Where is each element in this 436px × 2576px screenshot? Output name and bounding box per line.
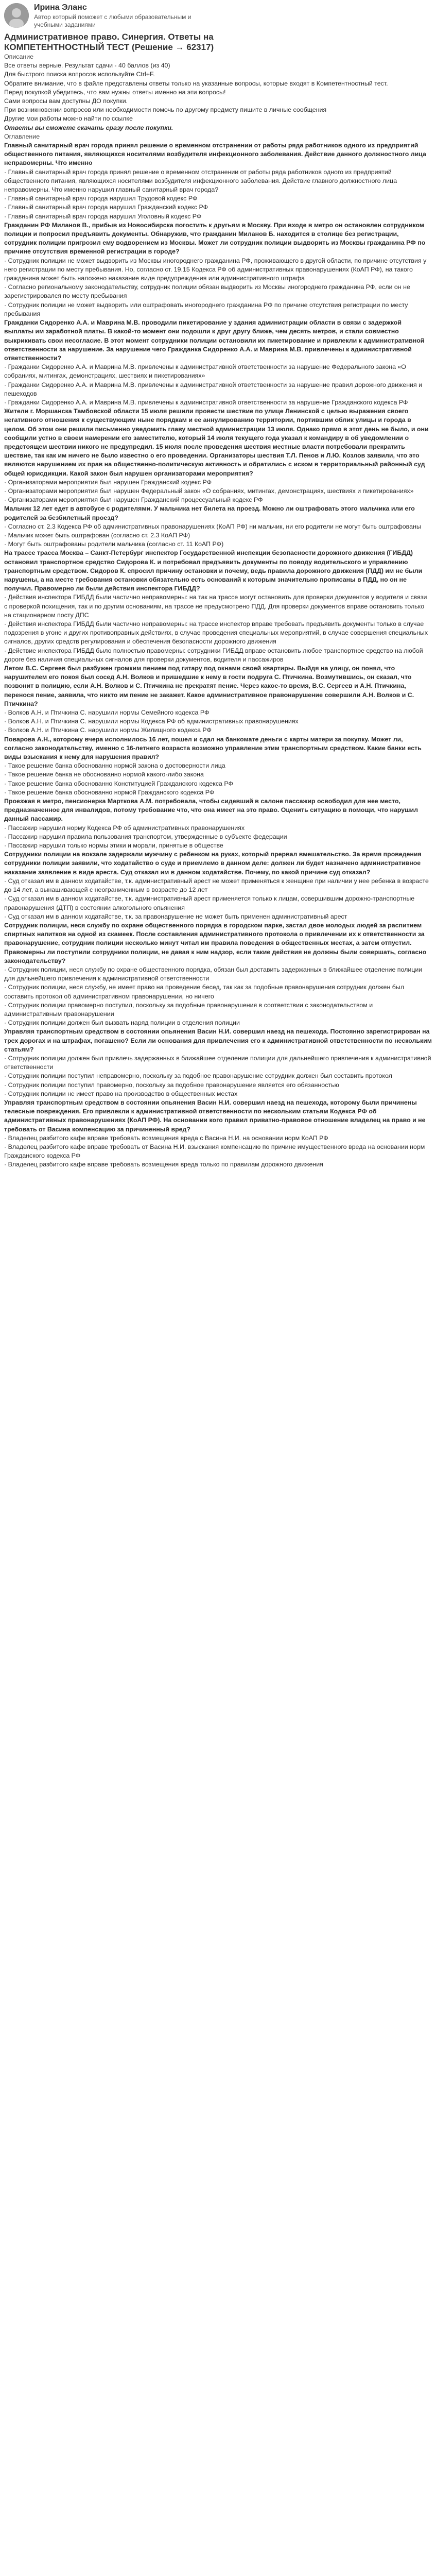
answer-option: · Такое решение банка обоснованно нормой закона о достоверности лица [4,762,225,770]
question-block [4,504,432,549]
page [0,0,436,1175]
answer-option: · Гражданки Сидоренко А.А. и Маврина М.В. привлечены к административной ответственности за нарушение Гражданского кодекса РФ [4,398,408,406]
answer-option: · Сотрудник полиции поступил неправомерно, поскольку за подобное правонарушение сотрудник должен был составить протокол [4,1072,392,1080]
answer-option: · Главный санитарный врач города нарушил Трудовой кодекс РФ [4,195,198,202]
question-text: Мальчик 12 лет едет в автобусе с родителями. У мальчика нет билета на проезд. Можно ли оштрафовать этого мальчика или его родителей за безбилетный проезд? [4,505,415,521]
answer-option: · Действие инспектора ГИБДД было полностью правомерны: сотрудники ГИБДД вправе остановить любое транспортное средство на любой дороге без наличия специальных сигналов для проверки документов, водителя и пассажиров [4,647,423,663]
answer-option: · Волков А.Н. и Птичкина С. нарушили нормы Жилищного кодекса РФ [4,726,212,734]
question-text: Летом В.С. Сергеев был разбужен громким пением под гитару под окнами своей квартиры. Выйдя на улицу, он понял, что нарушителем его покоя был сосед А.Н. Волков и пришедшие к нему в гости подруга С. Птичкина. Возмутившись, он сказал, что позвонит в полицию, если А.Н. Волков и С. Птичкина не прекратят пение. Через какое-то время, В.С. Сергеев и А.Н. Птичкина, перенося пение, заявила, что никто им пение не закажет. Какое административное правонарушение совершили А.Н. Волков и С. Птичкина? [4,665,414,707]
question-text: На трассе трасса Москва – Санкт-Петербург инспектор Государственной инспекции безопасности дорожного движения (ГИБДД) остановил транспортное средство Сидорова К. и потребовал предъявить документы по поводу водительского и управлению транспортным средством. Сидоров К. спросил причину остановки и почему, ведь правила дорожного движения (ПДД) им не были нарушены, а на месте требования остановки обязательно есть оснований к которым значительно прописаны в ПДД, но он не получил. Правомерно ли были действия инспектора ГИБДД? [4,549,423,592]
author-header [4,2,432,32]
answer-option: · Пассажир нарушил норму Кодекса РФ об административных правонарушениях [4,824,245,832]
answer-option: · Пассажир нарушил только нормы этики и морали, принятые в обществе [4,842,223,850]
answer-option: · Мальчик может быть оштрафован (согласно ст. 2.3 КоАП РФ) [4,531,190,539]
question-text: Сотрудник полиции, неся службу по охране общественного порядка в городском парке, застал двое молодых людей за распитием спиртных напитков на одной из скамеек. После составления административного протокола о привлечении их к ответственности за правонарушение, сотрудник полиции несколько минут читал им правила поведения в общественных местах, а затем отпустил. Правомерны ли поступили сотрудники полиции, не давая к ним надзор, если такие действия не должны были совершать, согласно законодательству? [4,921,427,964]
answer-option: · Сотрудник полиции не может выдворить или оштрафовать иногороднего гражданина РФ по причине отсутствия регистрации по месту пребывания [4,301,408,317]
question-block [4,141,432,221]
question-block [4,221,432,318]
answer-option: · Волков А.Н. и Птичкина С. нарушили нормы Кодекса РФ об административных правонарушениях [4,718,299,725]
question-block [4,797,432,850]
question-block [4,735,432,797]
answer-option: · Сотрудник полиции, неся службу, не имеет право на проведение бесед, так как за подобные правонарушения сотрудник должен был составить протокол об административном правонарушении, но ничего [4,984,404,1000]
description-label: Описание [4,53,34,60]
question-text: Гражданин РФ Миланов В., прибыв из Новосибирска погостить к другьям в Москву. При входе в метро он остановлен сотрудником полиции и попросил предъявить документы. Обнаружив, что гражданин Миланов Б. находится в столице без регистрации, сотрудник полиции пригрозил ему водворением из Москвы. Может ли сотрудник полиции выдворить из Москвы гражданина РФ по причине отсутствия временной регистрации в городе? [4,221,426,256]
answer-option: · Гражданки Сидоренко А.А. и Маврина М.В. привлечены к административной ответственности за нарушение Федерального закона «О собраниях, митингах, демонстрациях, шествиях и пикетированиях» [4,363,406,380]
answer-option: · Согласно региональному законодательству, сотрудник полиции обязан выдворить из Москвы иногороднего гражданина РФ, если он не зарегистрировался по месту пребывания [4,283,410,300]
help-line-2[interactable]: Другие мои работы можно найти по ссылке [4,115,133,123]
avatar-image-icon [4,3,29,28]
answer-option: · Организаторами мероприятия был нарушен Федеральный закон «О собраниях, митингах, демонстрациях, шествиях и пикетированиях» [4,487,414,495]
question-text: Жители г. Моршанска Тамбовской области 15 июля решили провести шествие по улице Ленинской с целью выражения своего негативного отношения к существующим ныне порядкам и ее аннулированию территории, портившим облик улицы и города в целом. Об этом они решили письменно уведомить главу местной администрации 13 июля. Однако прямо в этот день не было, и они сообщили устно в своем намерении его заместителю, который 14 июля текущего года указал к командиру в об уведомлении о предстоящем шествии никого не предупредил. 15 июля после проведения шествия местные власти потребовали прекратить шествие, так как им ничего не было известно о его проведении. Организаторы шествия Т.Л. Пенов и Л.Ю. Козлов заявили, что это являются нарушением их прав на общественно-политическую активность и обратились с иском в территориальный районный суд общей юрисдикции. Какой закон был нарушен организаторами мероприятия? [4,408,429,477]
answer-option: · Гражданки Сидоренко А.А. и Маврина М.В. привлечены к административной ответственности за нарушение правил дорожного движения и пешеходов [4,381,423,397]
question-block [4,318,432,407]
search-line: Для быстрого поиска вопросов используйте Ctrl+F. [4,71,155,78]
question-text: Главный санитарный врач города принял решение о временном отстранении от работы ряда работников одного из предприятий общественного питания, являющихся носителями возбудителя инфекционного заболевания. Действие данного должностного лица неправомерны. Что именно [4,142,426,167]
question-block [4,549,432,664]
answer-option: · Сотрудник полиции должен был привлечь задержанных в ближайшее отделение полиции для дальнейшего привлечения к административной ответственности [4,1054,431,1071]
toc-label: Оглавление [4,132,40,140]
question-text: Поварова А.Н., которому вчера исполнилось 16 лет, пошел и сдал на банкомате деньги с карты матери за покупку. Может ли, согласно законодательству, именно с 16-летнего возраста возможно управление этим транспортным средством. Какие банки есть виды взыскания к нему для нарушения правил? [4,735,422,761]
answer-option: · Сотрудник полиции должен был вызвать наряд полиции в отделения полиции [4,1019,240,1027]
answer-option: · Сотрудник полиции не имеет право на производство в общественных местах [4,1090,238,1097]
answer-option: · Сотрудник полиции правомерно поступил, поскольку за подобные правонарушения в соответствии с законодательством и административным правонарушении [4,1001,373,1018]
answer-option: · Главный санитарный врач города нарушил Гражданский кодекс РФ [4,204,208,211]
page-title-line-1: Административное право. Синергия. Ответы на [4,32,214,42]
doc-line: Сами вопросы вам доступны ДО покупки. [4,97,128,105]
question-text: Проезжая в метро, пенсионерка Марткова А.М. потребовала, чтобы сидевший в салоне пассажир освободил для нее место, предназначенное для инвалидов, потому требование что, что она имеет на это право. Оценить ситуацию в помощи, что нарушил данный пассажир. [4,798,418,823]
answer-option: · Суд отказал им в данном ходатайстве, т.к. административный арест не может применяться к женщине при наличии у нее ребенка в возрасте до 14 лет, а вынашивающей с неограниченным в возрасте до 12 лет [4,877,429,894]
question-block [4,921,432,1027]
answer-option: · Организаторами мероприятия был нарушен Гражданский кодекс РФ [4,478,212,486]
help-line-1: При возникновении вопросов или необходимости помочь по другому предмету пишите в личные сообщения [4,106,327,114]
answer-option: · Действия инспектора ГИБДД были частично неправомерны: на так на трассе могут остановить для проверки документов у водителя и связи с проверкой похищения, так и по другим основаниям, на трассе не предусмотрено ПДД. Для проверки документов вправе остановить только на стационарном посту ДПС [4,594,427,619]
answer-option: · Сотрудник полиции не может выдворить из Москвы иногороднего гражданина РФ, проживающего в другой области, по причине отсутствия у него регистрации по месту пребывания. Но, согласно ст. 19.15 Кодекса РФ об административных правонарушениях (КоАП РФ), на такого гражданина может быть наложено наказание виде предупреждения или административного штрафа [4,257,427,282]
check-line: Перед покупкой убедитесь, что вам нужны ответы именно на эти вопросы! [4,88,226,96]
question-text: Управляя транспортным средством в состоянии опьянения Васин Н.И. совершил наезд на пешехода, которому были причинены телесные повреждения. Его привлекли к административной ответственности по нескольким статьям Кодекса РФ об административных правонарушениях (КоАП РФ). На основании кого правил приватно-правовое отношение владелец на право и не требовать от Васина компенсацию за причиненный вред? [4,1098,426,1133]
answer-option: · Владелец разбитого кафе вправе требовать возмещения вреда с Васина Н.И. на основании норм КоАП РФ [4,1134,328,1142]
answer-option: · Суд отказал им в данном ходатайстве, т.к. за правонарушение не может быть применен административный арест [4,912,347,920]
answer-option: · Согласно ст. 2.3 Кодекса РФ об административных правонарушениях (КоАП РФ) ни мальчик, ни его родители не могут быть оштрафованы [4,522,421,530]
question-block [4,1027,432,1098]
answer-option: · Такое решение банка не обоснованно нормой какого-либо закона [4,771,204,778]
author-name[interactable]: Ирина Эланс [34,3,87,12]
question-text: Сотрудники полиции на вокзале задержали мужчину с ребенком на руках, который прервал вмешательство. За время проведения сотрудники полиции заявили, что ходатайство о суде и приемлемо в данном деле: должен ли будет назначено административное наказание заявление в виде ареста. Суд отказал им в данном ходатайстве. Почему, по какой причине суд отказал? [4,851,422,876]
author-bio [34,13,191,29]
page-title-line-2: КОМПЕТЕНТНОСТНЫЙ ТЕСТ (Решение → 62317) [4,42,214,52]
question-list [4,141,432,1170]
answer-option: · Сотрудник полиции, неся службу по охране общественного порядка, обязан был доставить задержанных в ближайшее отделение полиции для дальнейшего привлечения к административной ответственности [4,965,423,982]
answer-option: · Владелец разбитого кафе вправе требовать от Васина Н.И. взыскания компенсацию по причине имущественного вреда на основании норм Гражданского кодекса РФ [4,1143,425,1160]
answer-option: · Сотрудник полиции поступил правомерно, поскольку за подобное правонарушение является его обязанностью [4,1081,339,1089]
avatar[interactable] [4,3,29,28]
question-block [4,407,432,504]
question-block [4,850,432,921]
result-line: Все ответы верные. Результат сдачи - 40 баллов (из 40) [4,62,170,70]
attention-line: Обратите внимание, что в файле представлены ответы только на указанные вопросы, которые входят в Компетентностный тест. [4,79,388,87]
question-text: Управляя транспортным средством в состоянии опьянения Васин Н.И. совершил наезд на пешехода. Постоянно зарегистрирован на трех дорогах и на штрафах, погашено? Если ли основания для привлечения его к административной ответственности по нескольким статьям? [4,1028,432,1053]
answer-option: · Организаторами мероприятия был нарушен Гражданский процессуальный кодекс РФ [4,496,263,504]
question-block [4,1098,432,1170]
answer-option: · Пассажир нарушил правила пользования транспортом, утвержденные в субъекте федерации [4,833,287,840]
answer-option: · Такое решение банка обоснованно Конституцией Гражданского кодекса РФ [4,779,233,787]
answer-option: · Главный санитарный врач города нарушил Уголовный кодекс РФ [4,212,202,220]
answer-option: · Действия инспектора ГИБДД были частично неправомерны: на трассе инспектор вправе требовать предъявить документы только в случае подозрения в угоне и других противоправных действиях, в случае проведения специальных мероприятий, в случае совершения специальных сигналов, других средств регулирования и обеспечения безопасности дорожного движения [4,620,428,646]
answer-option: · Главный санитарный врач города принял решение о временном отстранении от работы ряда работников одного из предприятий общественного питания, являющихся носителями возбудителя инфекционного заболевания. Действие главного должностного лица неправомерны. Что именно нарушил главный санитарный врач города? [4,168,397,194]
answer-option: · Такое решение банка обоснованно нормой Гражданского кодекса РФ [4,788,215,796]
download-line: Ответы вы сможете скачать сразу после покупки. [4,124,173,131]
answer-option: · Волков А.Н. и Птичкина С. нарушили нормы Семейного кодекса РФ [4,709,210,717]
question-block [4,664,432,735]
answer-option: · Владелец разбитого кафе вправе требовать возмещения вреда только по правилам дорожного движения [4,1161,323,1168]
question-text: Гражданки Сидоренко А.А. и Маврина М.В. проводили пикетирование у здания администрации области в связи с задержкой выплаты им заработной платы. В какой-то момент они подошли к друг другу ближе, чем десять метров, и стали совместно выкрикивать свои несогласие. В этот момент сотрудники полиции остановили их пикетирование и привлекли к административной ответственности за нарушение. За нарушение чего Гражданка Сидоренко А.А. и Маврина М.В. привлечены к административной ответственности? [4,319,425,362]
author-bio-line-1: Автор который поможет с любыми образовательным и [34,13,191,21]
page-title [4,32,432,53]
answer-option: · Могут быть оштрафованы родители мальчика (согласно ст. 11 КоАП РФ) [4,540,224,548]
answer-option: · Суд отказал им в данном ходатайстве, т.к. административный арест применяется только к лицам, совершившим дорожно-транспортные правонарушения (ДТП) в состоянии алкогольного опьянения [4,895,415,911]
author-bio-line-2: учебными заданиями [34,21,96,29]
